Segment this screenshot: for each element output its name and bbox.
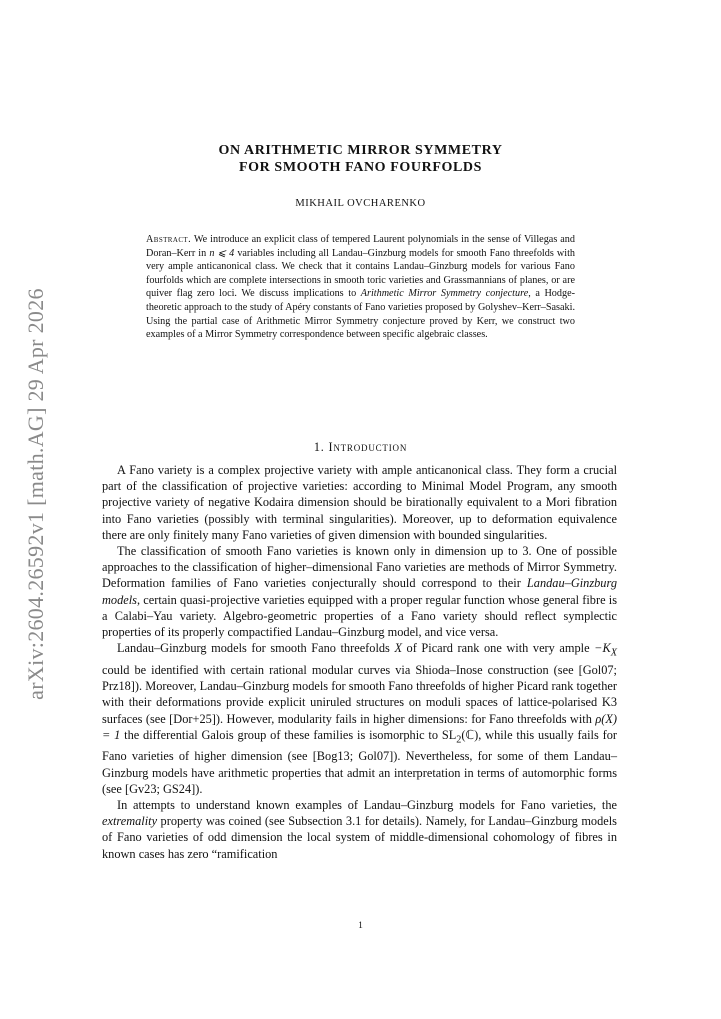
abstract-text-2: variables including all Landau–Ginzburg models for smooth Fano threefolds with very ample anticanonical class. We check that it contains Landau–Ginzburg models for various Fano fourfolds which are complete intersections in smooth toric varieties and Grassmannians of planes, or are quiver flag zero loci. We discuss implications to (146, 247, 576, 300)
paragraph-1: A Fano variety is a complex projective variety with ample anticanonical class. They form a crucial part of the classification of projective varieties: according to Minimal Model Program, any smooth projective variety of negative Kodaira dimension should be birationally equivalent to a Mori fibration into Fano varieties (possibly with terminal singularities). Moreover, up to deformation equivalence there are only finitely many Fano varieties of given dimension with bounded singularities. (102, 463, 617, 542)
paragraph-3-math-kx-sub (611, 648, 617, 659)
abstract (146, 233, 575, 342)
paragraph-2 (102, 543, 617, 640)
paragraph-3-math-kx: −K (594, 641, 611, 656)
author-name: MIKHAIL OVCHARENKO (295, 198, 426, 209)
paragraph-4-text-a: In attempts to understand known examples of Landau–Ginzburg models for Fano varieties, the (117, 798, 617, 812)
paper-title (0, 142, 721, 176)
arxiv-identifier: arXiv:2604.26592v1 [math.AG] 29 Apr 2026 (23, 288, 48, 700)
paragraph-3-text-a: Landau–Ginzburg models for smooth Fano threefolds (117, 641, 395, 656)
paragraph-3-text-e: (ℂ), while this usually fails for Fano varieties of higher dimension (see [Bog13; Gol07]). Nevertheless, for some of them Landau–Ginzburg models have arithmetic properties that admit an interpretation in terms of automorphic forms (see [Gv23; GS24]). (102, 727, 617, 796)
paragraph-3-math-kx-sub-x: X (610, 647, 617, 659)
abstract-text-1: We introduce an explicit class of tempered Laurent polynomials in the sense of Villegas and Doran–Kerr in (146, 234, 575, 259)
arxiv-sidebar (22, 284, 50, 704)
abstract-emphasis: Arithmetic Mirror Symmetry conjecture (360, 288, 529, 300)
paragraph-2-emphasis: Landau–Ginzburg models (102, 576, 617, 607)
paragraph-2-text-a: The classification of smooth Fano varieties is known only in dimension up to 3. One of possible approaches to the classification of higher–dimensional Fano varieties are methods of Mirror Symmetry. Deformation families of Fano varieties conjecturally should correspond to their (102, 544, 617, 591)
paragraph-4 (102, 797, 617, 862)
abstract-text-3: , a Hodge-theoretic approach to the study of Apéry constants of Fano varieties proposed by Golyshev–Kerr–Sasaki. Using the partial case of Arithmetic Mirror Symmetry conjecture proved by Kerr, we construct two examples of a Mirror Symmetry correspondence between specific algebraic classes. (146, 288, 576, 341)
paragraph-3-text-d: the differential Galois group of these families is isomorphic to SL (120, 727, 457, 742)
paragraph-3-sl-subscript: 2 (456, 734, 462, 746)
paragraph-3 (102, 640, 617, 797)
paragraph-4-emphasis: extremality (102, 814, 158, 829)
section-heading (0, 440, 721, 455)
paragraph-4-text-b: property was coined (see Subsection 3.1 for details). Namely, for Landau–Ginzburg models of Fano varieties of odd dimension the local system of middle-dimensional cohomology of fibres in known cases has zero “ramification (102, 814, 617, 861)
section-number: 1. (313, 440, 325, 454)
page-number: 1 (358, 921, 363, 931)
abstract-heading: Abstract. (146, 234, 192, 245)
abstract-math-n: n ⩽ 4 (209, 247, 235, 259)
section-title: Introduction (328, 440, 408, 454)
title-line-1: ON ARITHMETIC MIRROR SYMMETRY (218, 143, 503, 158)
paragraph-3-text-c: could be identified with certain rational modular curves via Shioda–Inose construction (see [Gol07; Prz18]). Moreover, Landau–Ginzburg models for smooth Fano threefolds of higher Picard rank together with their deformations provide explicit uniruled structures on moduli spaces of lattice-polarised K3 surfaces (see [Dor+25]). However, modularity fails in higher dimensions: for Fano threefolds with (102, 662, 617, 726)
paragraph-3-math-rho: ρ(X) = 1 (102, 711, 617, 742)
body-text (102, 462, 617, 862)
paragraph-3-text-b: of Picard rank one with very ample (401, 641, 595, 656)
title-line-2: FOR SMOOTH FANO FOURFOLDS (238, 160, 483, 175)
paragraph-2-text-b: , certain quasi-projective varieties equipped with a proper regular function whose general fibre is a Calabi–Yau variety. Algebro-geometric properties of a Fano variety should reflect symplectic properties of its properly compactified Landau–Ginzburg model, and vice versa. (102, 592, 617, 640)
paragraph-3-math-x: X (394, 641, 402, 656)
